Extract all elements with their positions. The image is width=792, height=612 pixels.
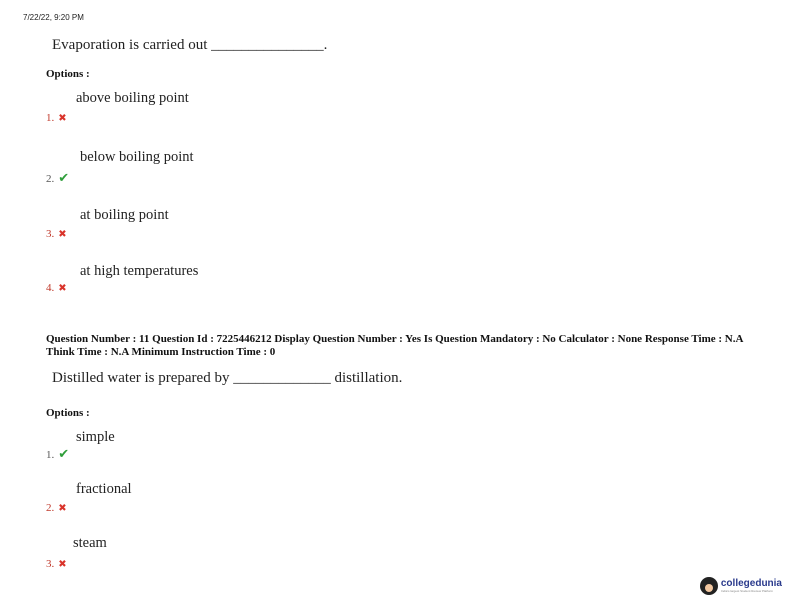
option-text: at boiling point [80, 207, 169, 223]
option-number [46, 502, 67, 514]
logo-name: collegedunia [720, 578, 782, 589]
option-text: steam [73, 535, 107, 551]
option-number [46, 447, 69, 462]
print-timestamp: 7/22/22, 9:20 PM [23, 13, 84, 22]
option-text: simple [76, 429, 115, 445]
option-number-label: 1. [46, 448, 55, 461]
check-icon: ✔ [58, 447, 70, 462]
cross-icon: ✖ [58, 502, 67, 514]
logo-avatar-icon [700, 577, 718, 595]
option-number [46, 558, 67, 570]
option-text: below boiling point [80, 149, 194, 165]
check-icon: ✔ [58, 171, 70, 186]
option-number [46, 112, 67, 124]
option-number [46, 228, 67, 240]
logo-tagline: India's largest Student Review Platform [720, 589, 774, 593]
cross-icon: ✖ [58, 282, 67, 294]
options-label: Options : [46, 68, 90, 80]
option-text: at high temperatures [80, 263, 199, 279]
collegedunia-logo [700, 577, 782, 595]
option-number-label: 2. [46, 172, 55, 185]
question-text: Evaporation is carried out _______________. [52, 37, 328, 53]
question-text: Distilled water is prepared by _____________ distillation. [52, 370, 403, 386]
option-number-label: 3. [46, 228, 55, 240]
option-text: fractional [76, 481, 132, 497]
cross-icon: ✖ [58, 228, 67, 240]
option-number-label: 4. [46, 282, 55, 294]
option-number-label: 1. [46, 112, 55, 124]
options-label: Options : [46, 407, 90, 419]
option-number [46, 282, 67, 294]
cross-icon: ✖ [58, 112, 67, 124]
option-number [46, 171, 69, 186]
option-number-label: 3. [46, 558, 55, 570]
cross-icon: ✖ [58, 558, 67, 570]
option-number-label: 2. [46, 502, 55, 514]
question-metadata: Question Number : 11 Question Id : 7225446212 Display Question Number : Yes Is Question Mandatory : No Calculator : None Response Time : N.A Think Time : N.A Minimum Instruction Time : 0 [46, 333, 743, 358]
option-text: above boiling point [76, 90, 189, 106]
